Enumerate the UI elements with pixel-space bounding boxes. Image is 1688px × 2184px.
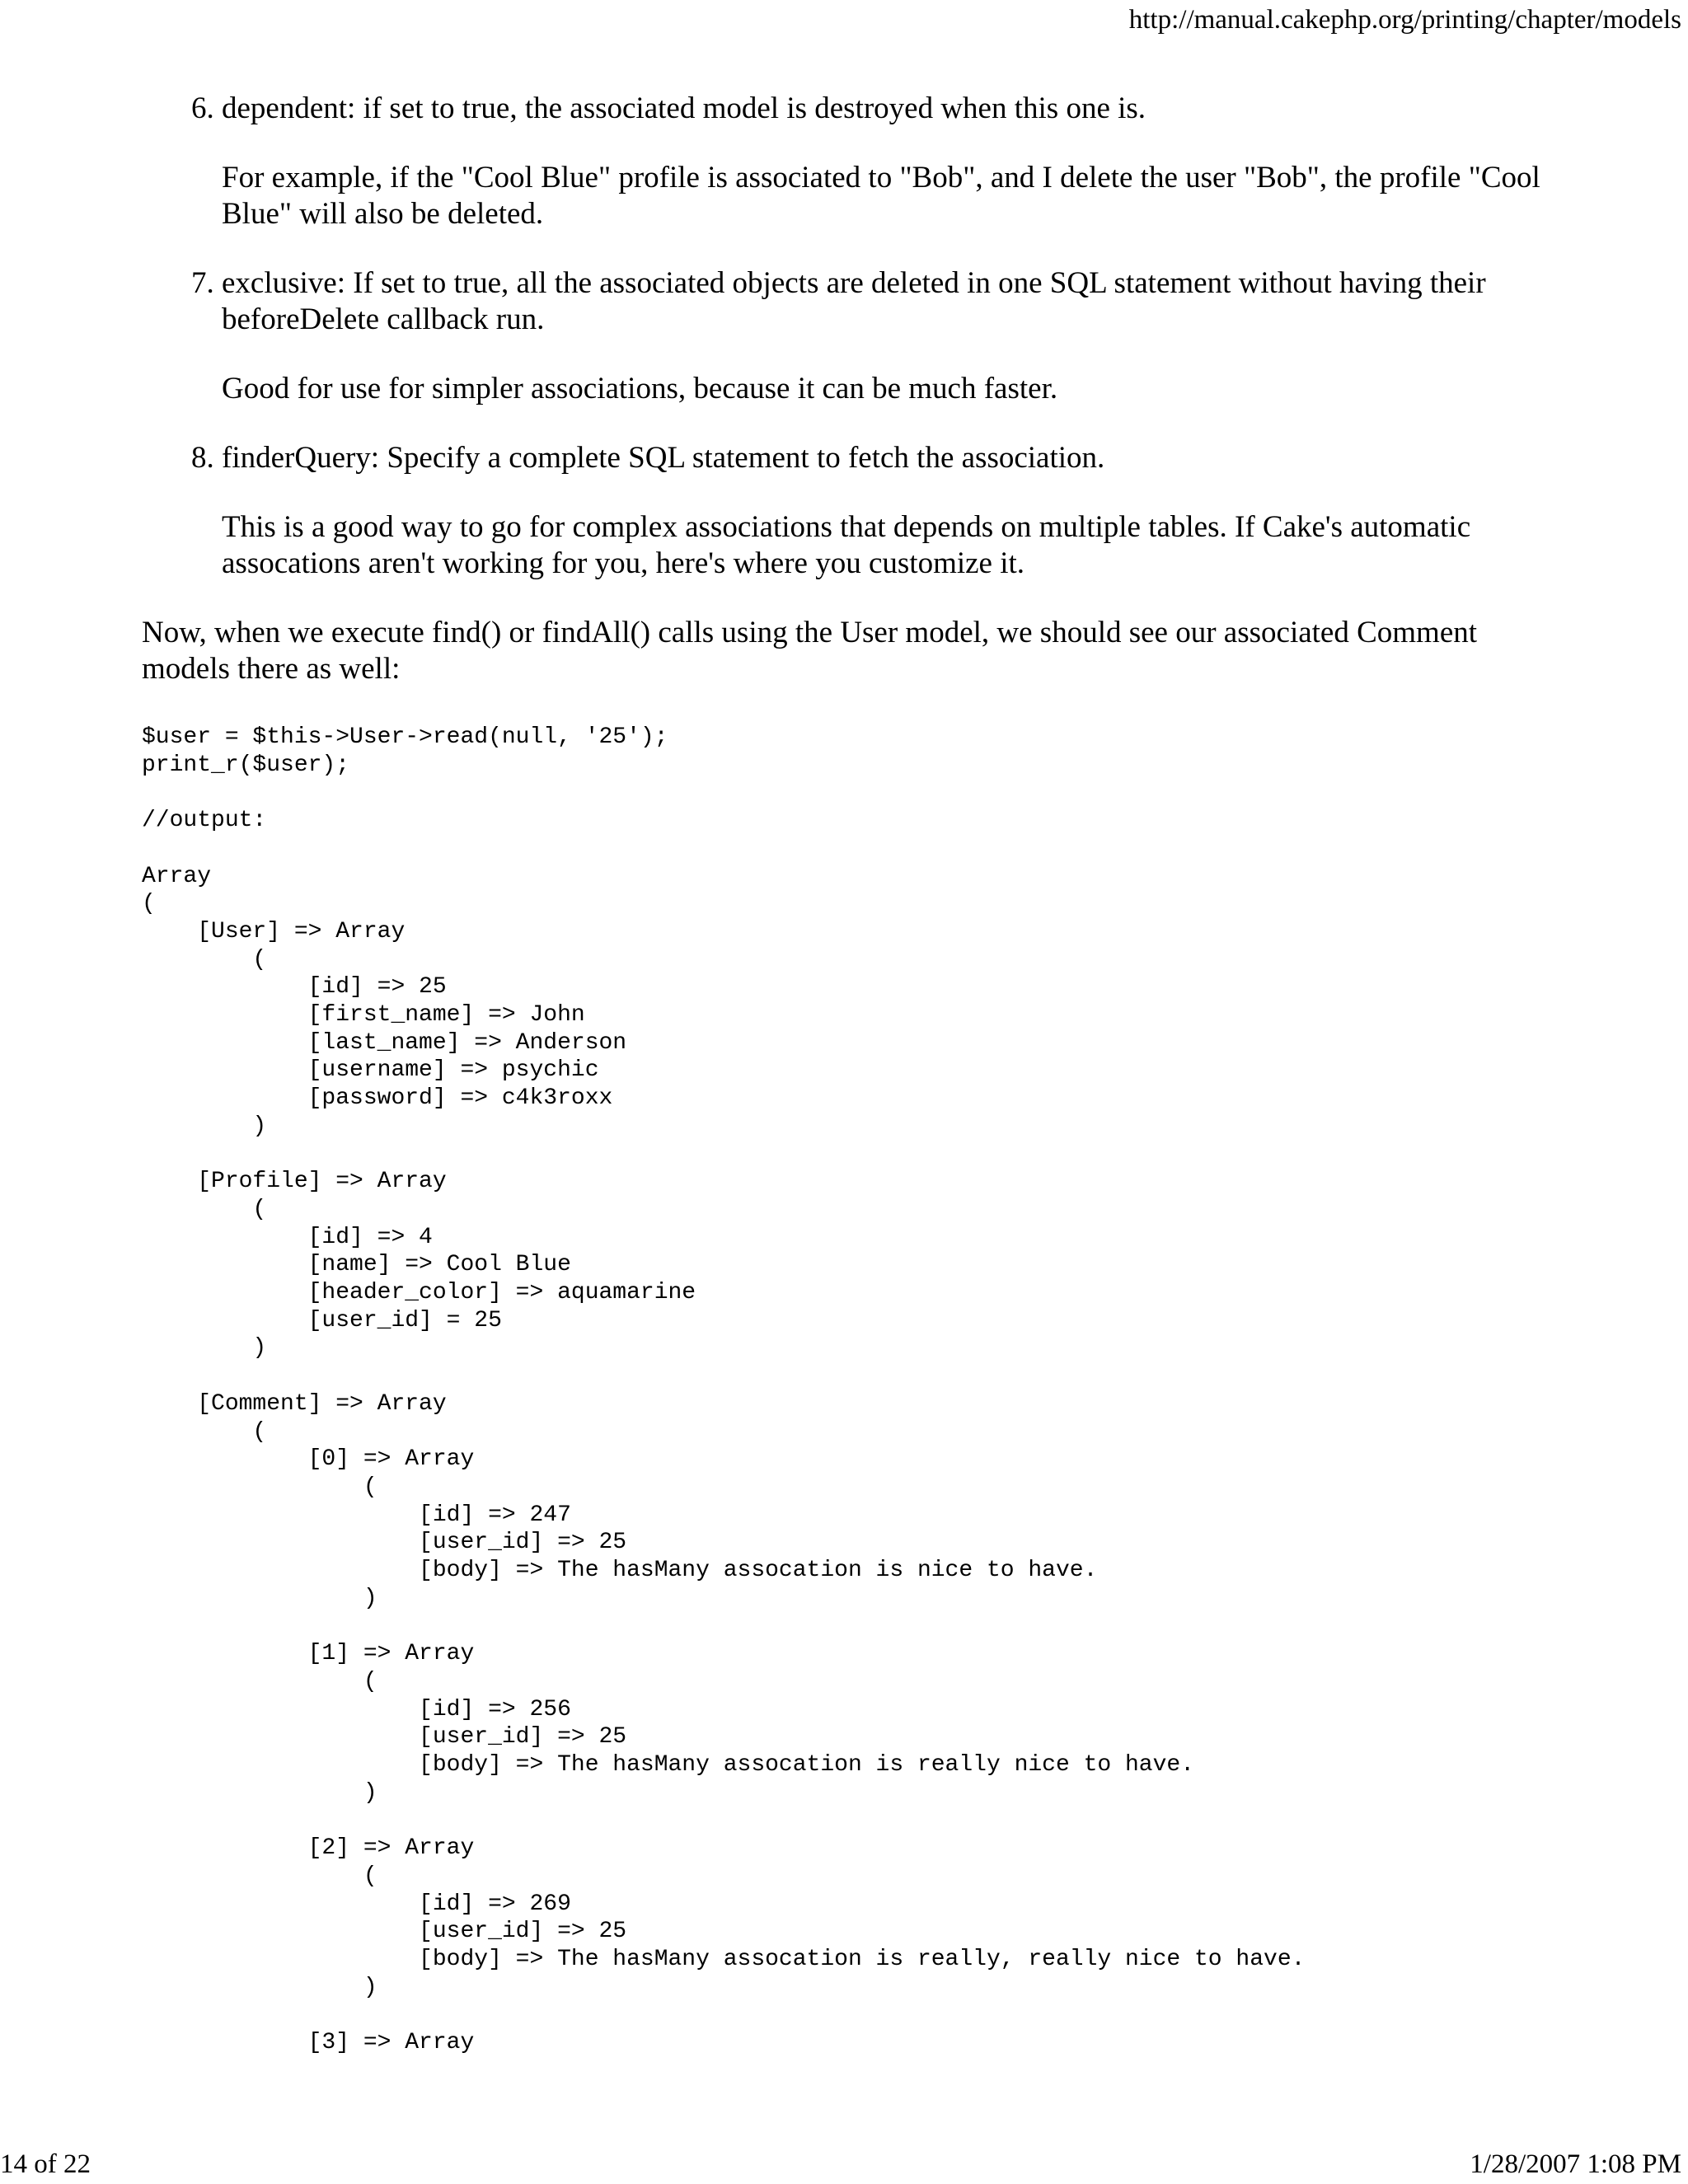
option-description: 7. exclusive: If set to true, all the associated objects are deleted in one SQL statement without having their beforeDelete callback run. — [222, 266, 1486, 336]
page-url-header: http://manual.cakephp.org/printing/chapter/models — [1128, 5, 1681, 35]
list-item-finder-query — [222, 440, 1543, 582]
option-description: 6. dependent: if set to true, the associated model is destroyed when this one is. — [222, 91, 1146, 125]
option-description: 8. finderQuery: Specify a complete SQL statement to fetch the association. — [222, 441, 1105, 475]
option-note: Good for use for simpler associations, because it can be much faster. — [222, 372, 1058, 405]
option-note: This is a good way to go for complex associations that depends on multiple tables. If Cake's automatic assocations aren't working for you, here's where you customize it. — [222, 510, 1471, 580]
page-number: 14 of 22 — [0, 2149, 91, 2179]
option-note: For example, if the "Cool Blue" profile is associated to "Bob", and I delete the user "Bob", the profile "Cool Blue" will also be deleted. — [222, 161, 1540, 231]
print-datetime: 1/28/2007 1:08 PM — [1470, 2149, 1681, 2179]
list-item-dependent — [222, 91, 1543, 232]
code-block: $user = $this->User->read(null, '25'); print_r($user); //output: Array ( [User] => Array ( [id] => 25 [first_name] => John [last_name] => Anderson [username] => psychic [password] => c4k3roxx ) [Profile] => Array ( [id] => 4 [name] => Cool Blue [header_color] => aquamarine [user_id] = 25 ) [Comment] => Array ( [0] => Array ( [id] => 247 [user_id] => 25 [body] => The hasMany assocation is nice to have. ) [1] => Array ( [id] => 256 [user_id] => 25 [body] => The hasMany assocation is really nice to have. ) [2] => Array ( [id] => 269 [user_id] => 25 [body] => The hasMany assocation is really, really nice to have. ) [3] => Array — [142, 724, 1306, 2056]
association-options-list — [142, 91, 1543, 582]
document-content — [142, 91, 1543, 2057]
list-item-exclusive — [222, 265, 1543, 407]
intro-paragraph: Now, when we execute find() or findAll() calls using the User model, we should see our associated Comment models there as well: — [142, 616, 1478, 686]
